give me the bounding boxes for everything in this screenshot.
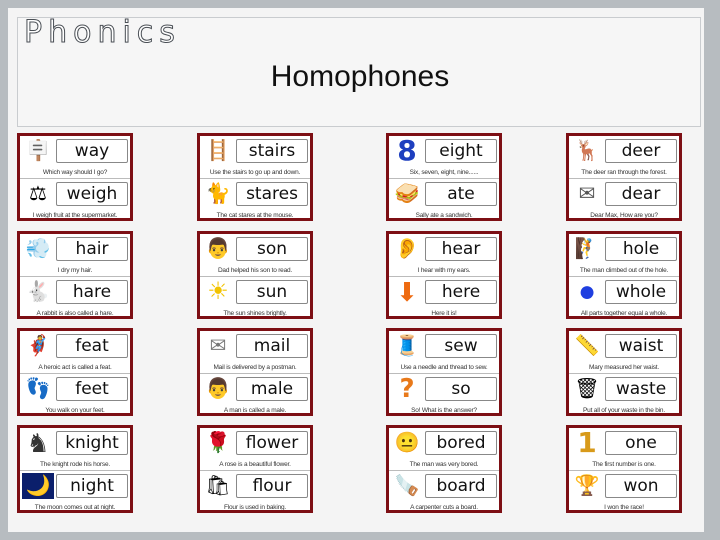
homophone-card [566,133,682,221]
hero-icon: 🦸 [25,335,51,357]
example-sentence: The first number is one. [592,461,656,468]
card-half-top [389,234,499,275]
example-sentence: Dad helped his son to read. [217,267,293,274]
card-half-bottom [389,276,499,318]
example-sentence: Put all of your waste in the bin. [583,407,665,414]
man-icon: 👨 [205,378,231,400]
down-arrow-icon: ⬇ [396,277,418,307]
sewing-icon: 🧵 [394,335,420,357]
father-son-icon: 👨 [205,238,231,260]
card-half-top [20,331,130,372]
card-half-bottom [569,373,679,415]
example-sentence: The man climbed out of the hole. [579,267,669,274]
homophone-word: ate [425,182,497,206]
card-half-top [20,234,130,275]
homophone-word: mail [236,334,308,358]
example-sentence: Mail is delivered by a postman. [213,364,297,371]
example-sentence: Sally ate a sandwich. [415,212,473,219]
stairs-icon: 🪜 [205,140,231,162]
bored-man-icon: 😐 [394,432,420,454]
card-half-top [389,428,499,469]
homophone-word: hare [56,280,128,304]
homophone-word: eight [425,139,497,163]
trophy-icon: 🏆 [574,475,600,497]
card-half-bottom [389,178,499,220]
letter-icon: ✉ [578,183,596,205]
example-sentence: Six, seven, eight, nine...... [409,169,479,176]
card-half-bottom [389,373,499,415]
homophone-word: male [236,377,308,401]
example-sentence: A rose is a beautiful flower. [219,461,291,468]
hare-icon: 🐇 [25,281,51,303]
homophone-word: stares [236,182,308,206]
cat-icon: 🐈 [205,183,231,205]
sun-icon: ☀ [207,278,229,305]
feet-icon: 👣 [25,378,51,400]
card-half-bottom [200,276,310,318]
homophone-word: hole [605,237,677,261]
homophone-word: sun [236,280,308,304]
homophone-word: waist [605,334,677,358]
card-half-bottom [569,178,679,220]
homophone-card [566,328,682,416]
example-sentence: The cat stares at the mouse. [216,212,294,219]
homophone-card [197,328,313,416]
homophone-card [17,231,133,319]
homophone-card [386,328,502,416]
carpenter-icon: 🪚 [394,475,420,497]
homophone-card [386,231,502,319]
example-sentence: Flour is used in baking. [223,504,287,511]
homophone-word: night [56,474,128,498]
homophone-word: so [425,377,497,401]
homophone-word: feet [56,377,128,401]
card-half-bottom [20,373,130,415]
homophone-word: board [425,474,497,498]
card-half-top [569,136,679,177]
card-half-top [389,136,499,177]
card-half-bottom [389,470,499,512]
envelope-icon: ✉ [209,335,227,357]
card-half-bottom [20,276,130,318]
card-half-top [569,428,679,469]
card-half-top [20,136,130,177]
card-half-bottom [20,178,130,220]
card-half-top [569,234,679,275]
example-sentence: The knight rode his horse. [40,461,110,468]
homophone-card [17,425,133,513]
example-sentence: Dear Max, How are you? [590,212,658,219]
homophone-word: hair [56,237,128,261]
rose-icon: 🌹 [205,432,231,454]
example-sentence: A man is called a male. [223,407,287,414]
homophone-word: whole [605,280,677,304]
example-sentence: Use a needle and thread to sew. [400,364,488,371]
knight-icon: ♞ [26,428,50,458]
example-sentence: The deer ran through the forest. [581,169,667,176]
card-half-top [200,136,310,177]
example-sentence: Here it is! [431,310,457,317]
card-half-bottom [20,470,130,512]
homophone-word: son [236,237,308,261]
homophone-word: feat [56,334,128,358]
homophone-word: flower [236,431,308,455]
example-sentence: The moon comes out at night. [34,504,116,511]
climbing-man-icon: 🧗 [574,238,600,260]
homophone-word: deer [605,139,677,163]
card-half-bottom [200,178,310,220]
homophone-card [197,231,313,319]
card-half-top [200,428,310,469]
homophone-word: won [605,474,677,498]
example-sentence: Which way should I go? [42,169,108,176]
homophone-card [197,133,313,221]
card-half-bottom [569,470,679,512]
example-sentence: I dry my hair. [57,267,93,274]
homophone-word: weigh [56,182,128,206]
homophone-word: hear [425,237,497,261]
card-half-bottom [200,373,310,415]
flour-bag-icon: 🛍 [205,475,231,497]
example-sentence: I won the race! [604,504,644,511]
hairdryer-icon: 💨 [25,238,51,260]
homophone-card [17,328,133,416]
measuring-icon: 📏 [574,335,600,357]
scale-icon: ⚖ [29,183,47,205]
deer-icon: 🦌 [574,140,600,162]
homophone-word: one [605,431,677,455]
example-sentence: A rabbit is also called a hare. [36,310,114,317]
homophone-word: bored [425,431,497,455]
card-half-top [569,331,679,372]
homophone-word: way [56,139,128,163]
blue-circle-icon: ● [577,275,597,308]
trash-bin-icon: 🗑 [574,378,600,400]
homophone-word: stairs [236,139,308,163]
question-mark-icon: ? [399,374,415,404]
number-eight-icon: 8 [397,134,417,167]
homophone-card [197,425,313,513]
homophone-word: here [425,280,497,304]
example-sentence: All parts together equal a whole. [580,310,668,317]
homophone-word: dear [605,182,677,206]
card-half-top [20,428,130,469]
card-half-top [389,331,499,372]
signpost-icon: 🪧 [25,140,51,162]
slide-title: Homophones [270,60,450,93]
example-sentence: A carpenter cuts a board. [410,504,478,511]
example-sentence: So! What is the answer? [411,407,477,414]
card-half-top [200,331,310,372]
subject-heading: Phonics [24,15,181,50]
card-half-bottom [200,470,310,512]
example-sentence: Mary measured her waist. [589,364,659,371]
ear-icon: 👂 [394,238,420,260]
night-sky-icon: 🌙 [22,473,54,499]
example-sentence: The man was very bored. [409,461,479,468]
example-sentence: I weigh fruit at the supermarket. [32,212,118,219]
homophone-card [566,425,682,513]
homophone-card [566,231,682,319]
example-sentence: You walk on your feet. [45,407,105,414]
homophone-word: waste [605,377,677,401]
homophone-card [386,425,502,513]
card-half-bottom [569,276,679,318]
example-sentence: The sun shines brightly. [223,310,287,317]
number-one-icon: 1 [577,426,597,459]
example-sentence: I hear with my ears. [417,267,471,274]
card-half-top [200,234,310,275]
homophone-word: flour [236,474,308,498]
homophone-card [17,133,133,221]
example-sentence: Use the stairs to go up and down. [209,169,301,176]
homophone-card [386,133,502,221]
example-sentence: A heroic act is called a feat. [38,364,112,371]
homophone-word: sew [425,334,497,358]
girl-eating-icon: 🥪 [394,183,420,205]
homophone-word: knight [56,431,128,455]
